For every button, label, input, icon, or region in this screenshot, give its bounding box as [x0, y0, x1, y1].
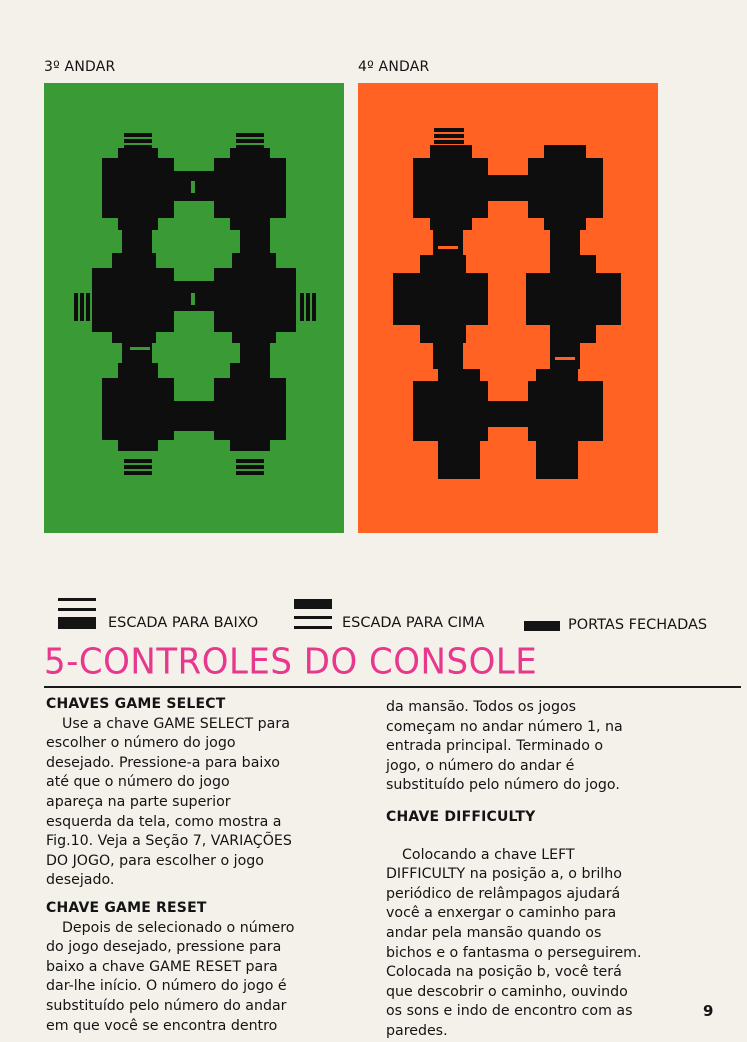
body-line: desejado. Pressione-a para baixo: [46, 754, 280, 771]
page-number: 9: [703, 1002, 714, 1020]
floor-4-map: [358, 83, 658, 533]
body-line: esquerda da tela, como mostra a: [46, 813, 282, 830]
body-line: até que o número do jogo: [46, 774, 230, 791]
body-line: bichos e o fantasma o perseguirem.: [386, 944, 642, 961]
body-line: Use a chave GAME SELECT para: [62, 715, 290, 732]
body-line: baixo a chave GAME RESET para: [46, 958, 278, 975]
body-line: você a enxergar o caminho para: [386, 905, 617, 922]
body-line: Fig.10. Veja a Seção 7, VARIAÇÕES: [46, 833, 292, 850]
room: [102, 148, 174, 230]
body-line: escolher o número do jogo: [46, 735, 236, 752]
body-line: andar pela mansão quando os: [386, 924, 602, 941]
body-line: apareça na parte superior: [46, 793, 231, 810]
legend-stairs-down: ESCADA PARA BAIXO: [108, 615, 259, 631]
floor-4-label: 4º ANDAR: [358, 59, 430, 75]
left-column: [46, 695, 346, 1036]
locked-doors-icon: [524, 621, 562, 633]
body-line: periódico de relâmpagos ajudará: [386, 885, 621, 902]
body-line: Depois de selecionado o número: [62, 919, 295, 936]
title-rule: [44, 686, 741, 688]
body-line: jogo, o número do andar é: [386, 757, 575, 774]
heading-game-reset: CHAVE GAME RESET: [46, 899, 207, 916]
body-line: paredes.: [386, 1022, 448, 1039]
body-line: do jogo desejado, pressione para: [46, 939, 282, 956]
heading-difficulty: CHAVE DIFFICULTY: [386, 808, 536, 825]
body-line: em que você se encontra dentro: [46, 1017, 278, 1034]
body-line: da mansão. Todos os jogos: [386, 699, 577, 715]
body-line: dar-lhe início. O número do jogo é: [46, 978, 287, 995]
body-line: substituído pelo número do andar: [46, 997, 287, 1014]
body-line: Colocada na posição b, você terá: [386, 964, 622, 981]
floor-3-map: [44, 83, 344, 533]
room: [214, 148, 286, 230]
body-line: desejado.: [46, 872, 115, 889]
stairs-up-icon: [294, 599, 334, 631]
heading-game-select: CHAVES GAME SELECT: [46, 696, 226, 712]
stairs-down-icon: [58, 598, 98, 630]
body-line: DO JOGO, para escolher o jogo: [46, 852, 264, 869]
body-line: entrada principal. Terminado o: [386, 738, 604, 755]
body-line: Colocando a chave LEFT: [402, 846, 575, 863]
right-column: [386, 698, 706, 1042]
section-title: 5-CONTROLES DO CONSOLE: [44, 641, 538, 683]
body-line: DIFFICULTY na posição a, o brilho: [386, 866, 622, 883]
body-line: substituído pelo número do jogo.: [386, 777, 620, 794]
legend-stairs-up: ESCADA PARA CIMA: [342, 615, 485, 631]
body-line: os sons e indo de encontro com as: [386, 1003, 633, 1020]
legend-locked-doors: PORTAS FECHADAS: [568, 617, 708, 633]
body-line: começam no andar número 1, na: [386, 718, 623, 735]
body-line: que descobrir o caminho, ouvindo: [386, 983, 628, 1000]
floor-3-label: 3º ANDAR: [44, 59, 116, 75]
